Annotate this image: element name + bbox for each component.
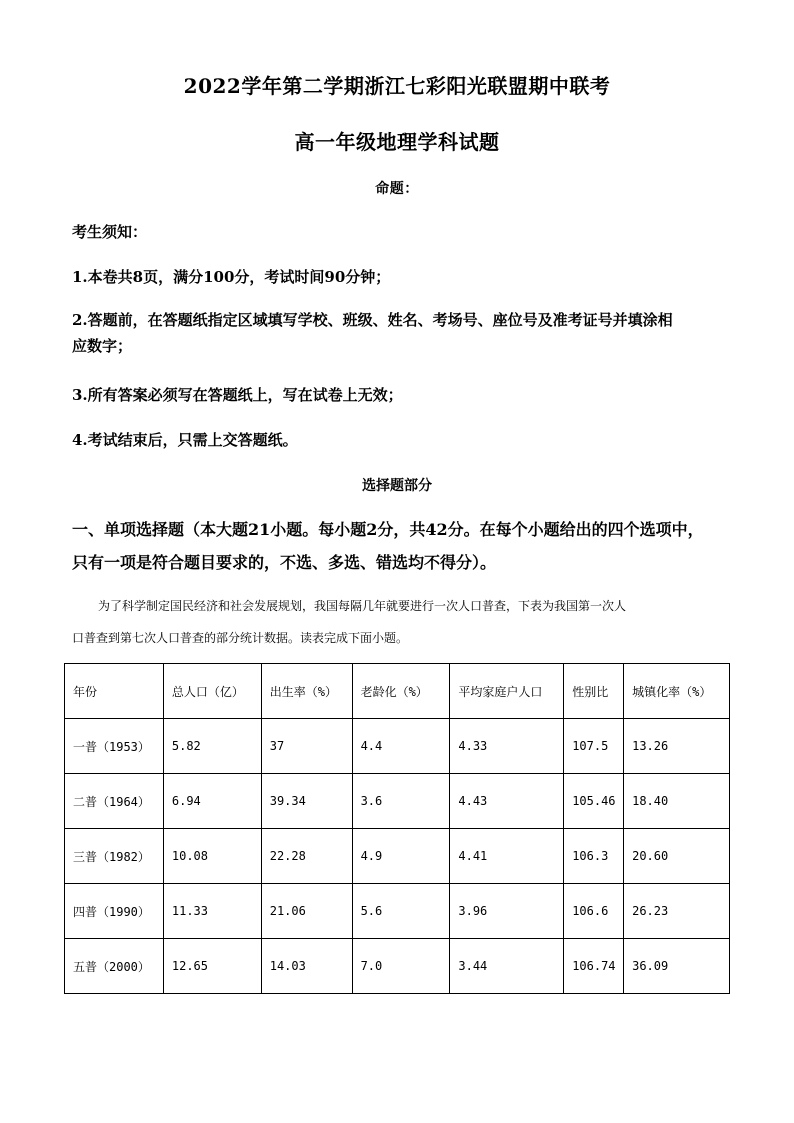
cell-household-size: 3.44: [450, 939, 564, 994]
table-row: [65, 829, 730, 884]
table-row: [65, 719, 730, 774]
header-household-size: 平均家庭户人口: [450, 664, 564, 719]
cell-birth-rate: 21.06: [261, 884, 352, 939]
cell-birth-rate: 14.03: [261, 939, 352, 994]
cell-urbanization: 18.40: [624, 774, 730, 829]
cell-year: 二普（1964）: [65, 774, 164, 829]
question-intro: [72, 590, 732, 654]
cell-household-size: 4.41: [450, 829, 564, 884]
question-intro-line-1: 为了科学制定国民经济和社会发展规划，我国每隔几年就要进行一次人口普查，下表为我国第一次人: [98, 599, 627, 613]
table-header-row: [65, 664, 730, 719]
cell-total-population: 12.65: [163, 939, 261, 994]
cell-sex-ratio: 107.5: [564, 719, 624, 774]
cell-household-size: 4.33: [450, 719, 564, 774]
header-total-population: 总人口（亿）: [163, 664, 261, 719]
header-birth-rate: 出生率（%）: [261, 664, 352, 719]
notice-item-2: [72, 307, 732, 359]
cell-aging: 7.0: [352, 939, 450, 994]
cell-total-population: 11.33: [163, 884, 261, 939]
table-row: [65, 939, 730, 994]
notice-item-2-line-1: 2.答题前，在答题纸指定区域填写学校、班级、姓名、考场号、座位号及准考证号并填涂相: [72, 311, 673, 329]
cell-urbanization: 36.09: [624, 939, 730, 994]
notice-item-3: 3.所有答案必须写在答题纸上，写在试卷上无效；: [72, 386, 403, 404]
cell-sex-ratio: 106.74: [564, 939, 624, 994]
question-header: [72, 513, 732, 579]
header-year: 年份: [65, 664, 164, 719]
proposer-label: 命题：: [375, 181, 419, 197]
cell-urbanization: 20.60: [624, 829, 730, 884]
cell-total-population: 5.82: [163, 719, 261, 774]
exam-subtitle: 高一年级地理学科试题: [294, 130, 500, 154]
cell-birth-rate: 22.28: [261, 829, 352, 884]
question-header-line-2: 只有一项是符合题目要求的，不选、多选、错选均不得分）。: [72, 553, 497, 572]
cell-urbanization: 13.26: [624, 719, 730, 774]
header-sex-ratio: 性别比: [564, 664, 624, 719]
cell-total-population: 10.08: [163, 829, 261, 884]
question-intro-line-2: 口普查到第七次人口普查的部分统计数据。读表完成下面小题。: [72, 631, 409, 645]
cell-aging: 3.6: [352, 774, 450, 829]
header-urbanization: 城镇化率（%）: [624, 664, 730, 719]
cell-birth-rate: 39.34: [261, 774, 352, 829]
cell-aging: 4.4: [352, 719, 450, 774]
table-row: [65, 884, 730, 939]
question-header-line-1: 一、单项选择题（本大题21小题。每小题2分，共42分。在每个小题给出的四个选项中，: [72, 520, 704, 539]
header-aging: 老龄化（%）: [352, 664, 450, 719]
cell-year: 三普（1982）: [65, 829, 164, 884]
cell-household-size: 4.43: [450, 774, 564, 829]
cell-year: 四普（1990）: [65, 884, 164, 939]
cell-total-population: 6.94: [163, 774, 261, 829]
cell-year: 五普（2000）: [65, 939, 164, 994]
cell-sex-ratio: 105.46: [564, 774, 624, 829]
cell-household-size: 3.96: [450, 884, 564, 939]
exam-title: 2022学年第二学期浙江七彩阳光联盟期中联考: [183, 74, 611, 98]
cell-sex-ratio: 106.6: [564, 884, 624, 939]
table-row: [65, 774, 730, 829]
cell-sex-ratio: 106.3: [564, 829, 624, 884]
cell-year: 一普（1953）: [65, 719, 164, 774]
notice-item-1: 1.本卷共8页，满分100分，考试时间90分钟；: [72, 268, 391, 286]
notice-item-2-line-2: 应数字；: [72, 337, 133, 355]
cell-aging: 4.9: [352, 829, 450, 884]
cell-urbanization: 26.23: [624, 884, 730, 939]
section-title: 选择题部分: [362, 478, 432, 494]
census-table: [64, 663, 730, 994]
notice-item-4: 4.考试结束后，只需上交答题纸。: [72, 431, 298, 449]
cell-birth-rate: 37: [261, 719, 352, 774]
cell-aging: 5.6: [352, 884, 450, 939]
notice-heading: 考生须知：: [72, 223, 148, 241]
